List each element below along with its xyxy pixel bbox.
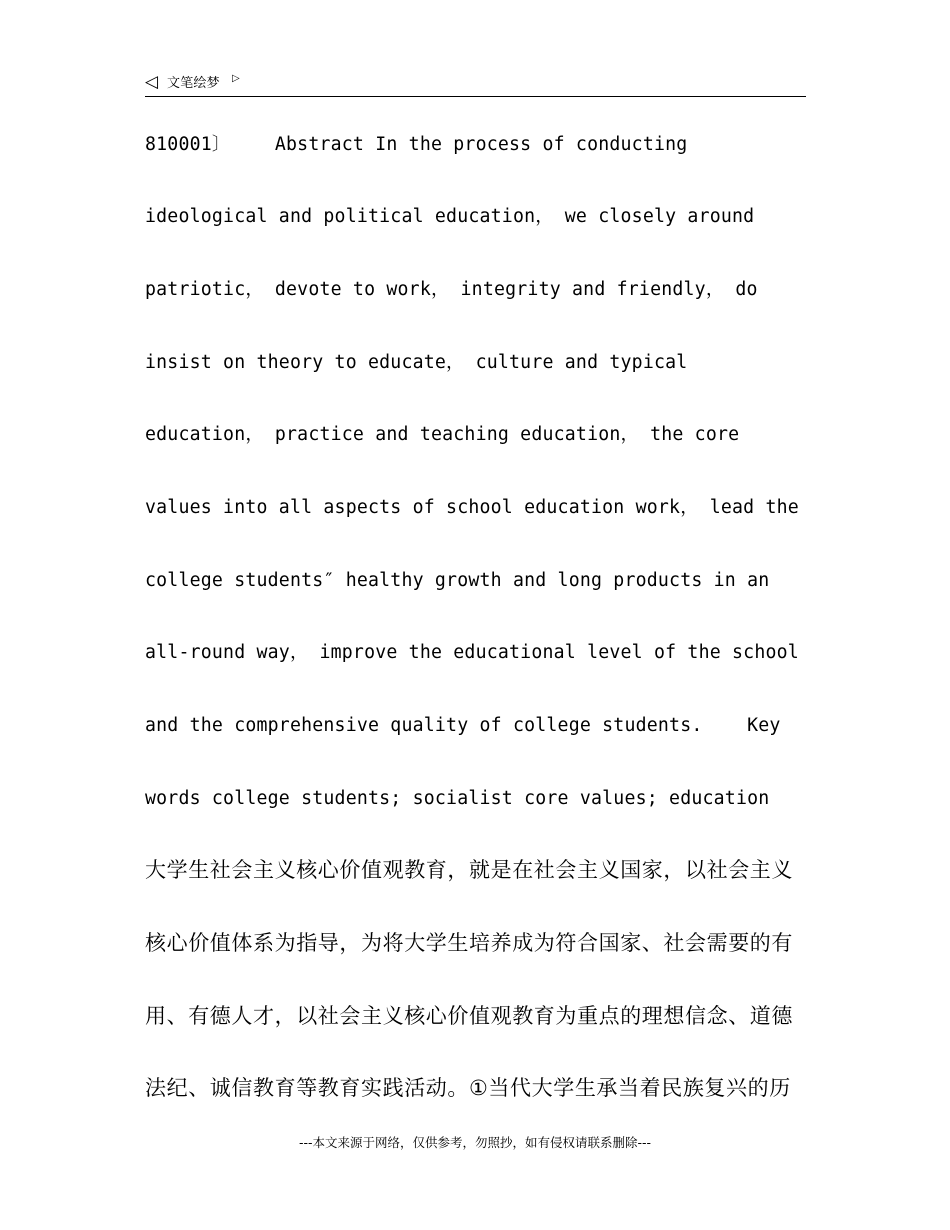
paragraph-line: 核心价值体系为指导，为将大学生培养成为符合国家、社会需要的有: [145, 931, 793, 955]
left-triangle-icon: ◁: [145, 72, 159, 92]
abstract-line: college students″ healthy growth and long products in an: [145, 570, 770, 591]
abstract-line: 810001〕 Abstract In the process of conducting: [145, 134, 688, 155]
right-triangle-icon: ▷: [232, 73, 240, 84]
page-footer-disclaimer: ---本文来源于网络，仅供参考，勿照抄，如有侵权请联系删除---: [298, 1135, 652, 1150]
paragraph-line: 大学生社会主义核心价值观教育，就是在社会主义国家，以社会主义: [145, 858, 793, 882]
abstract-line: values into all aspects of school education work， lead the: [145, 497, 799, 518]
page-header: [145, 72, 806, 97]
abstract-line: insist on theory to educate， culture and typical: [145, 352, 688, 373]
paragraph-line: 用、有德人才，以社会主义核心价值观教育为重点的理想信念、道德: [145, 1004, 793, 1028]
abstract-line: and the comprehensive quality of college students. Key: [145, 715, 781, 736]
abstract-line: all-round way， improve the educational level of the school: [145, 642, 799, 663]
paragraph-line: 法纪、诚信教育等教育实践活动。①当代大学生承当着民族复兴的历: [145, 1076, 791, 1100]
abstract-line: education， practice and teaching education， the core: [145, 424, 740, 445]
site-name: 文笔绘梦: [167, 76, 220, 91]
abstract-line: patriotic， devote to work， integrity and friendly， do: [145, 279, 758, 300]
keywords-line: words college students; socialist core values; education: [145, 788, 770, 809]
abstract-line: ideological and political education， we closely around: [145, 206, 755, 227]
